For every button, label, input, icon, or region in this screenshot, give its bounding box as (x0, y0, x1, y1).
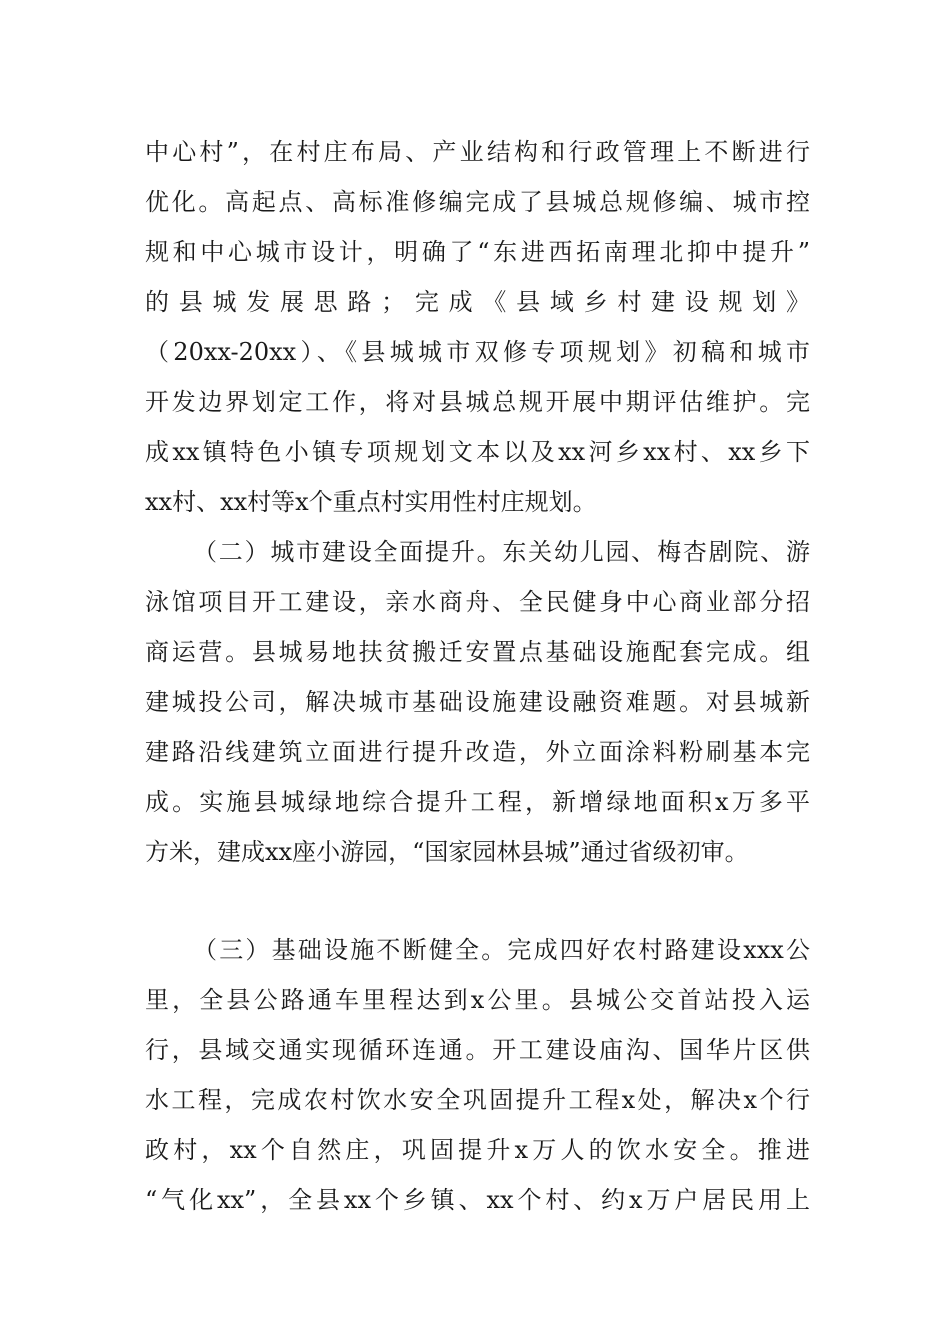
paragraph-2-line-3: 商运营。县城易地扶贫搬迁安置点基础设施配套完成。组 (145, 638, 810, 666)
paragraph-1-line-6: 开发边界划定工作，将对县城总规开展中期评估维护。完 (145, 388, 810, 416)
paragraph-2-line-7: 方米，建成xx座小游园，“国家园林县城”通过省级初审。 (145, 838, 749, 866)
paragraph-1-line-1: 中心村”，在村庄布局、产业结构和行政管理上不断进行 (145, 138, 810, 166)
paragraph-3-line-3: 行，县域交通实现循环连通。开工建设庙沟、国华片区供 (145, 1036, 810, 1064)
paragraph-3-line-2: 里，全县公路通车里程达到x公里。县城公交首站投入运 (145, 986, 810, 1014)
paragraph-3-line-4: 水工程，完成农村饮水安全巩固提升工程x处，解决x个行 (145, 1086, 810, 1114)
paragraph-1-line-5: （20xx-20xx）、《县城城市双修专项规划》初稿和城市 (145, 338, 810, 366)
paragraph-1-line-3: 规和中心城市设计，明确了“东进西拓南理北抑中提升” (145, 238, 810, 266)
paragraph-2-line-4: 建城投公司，解决城市基础设施建设融资难题。对县城新 (145, 688, 810, 716)
paragraph-1-line-2: 优化。高起点、高标准修编完成了县城总规修编、城市控 (145, 188, 810, 216)
paragraph-1-line-4: 的县城发展思路；完成《县域乡村建设规划》 (145, 288, 810, 316)
paragraph-1-line-7: 成xx镇特色小镇专项规划文本以及xx河乡xx村、xx乡下 (145, 438, 810, 466)
paragraph-3-line-6: “气化xx”，全县xx个乡镇、xx个村、约x万户居民用上 (145, 1186, 810, 1214)
paragraph-3-line-1: （三）基础设施不断健全。完成四好农村路建设xxx公 (193, 936, 810, 964)
paragraph-3-line-5: 政村，xx个自然庄，巩固提升x万人的饮水安全。推进 (145, 1136, 810, 1164)
paragraph-2-line-5: 建路沿线建筑立面进行提升改造，外立面涂料粉刷基本完 (145, 738, 810, 766)
paragraph-2-line-6: 成。实施县城绿地综合提升工程，新增绿地面积x万多平 (145, 788, 810, 816)
paragraph-1-line-8: xx村、xx村等x个重点村实用性村庄规划。 (145, 488, 597, 516)
paragraph-2-line-2: 泳馆项目开工建设，亲水商舟、全民健身中心商业部分招 (145, 588, 810, 616)
paragraph-2-line-1: （二）城市建设全面提升。东关幼儿园、梅杏剧院、游 (193, 538, 810, 566)
